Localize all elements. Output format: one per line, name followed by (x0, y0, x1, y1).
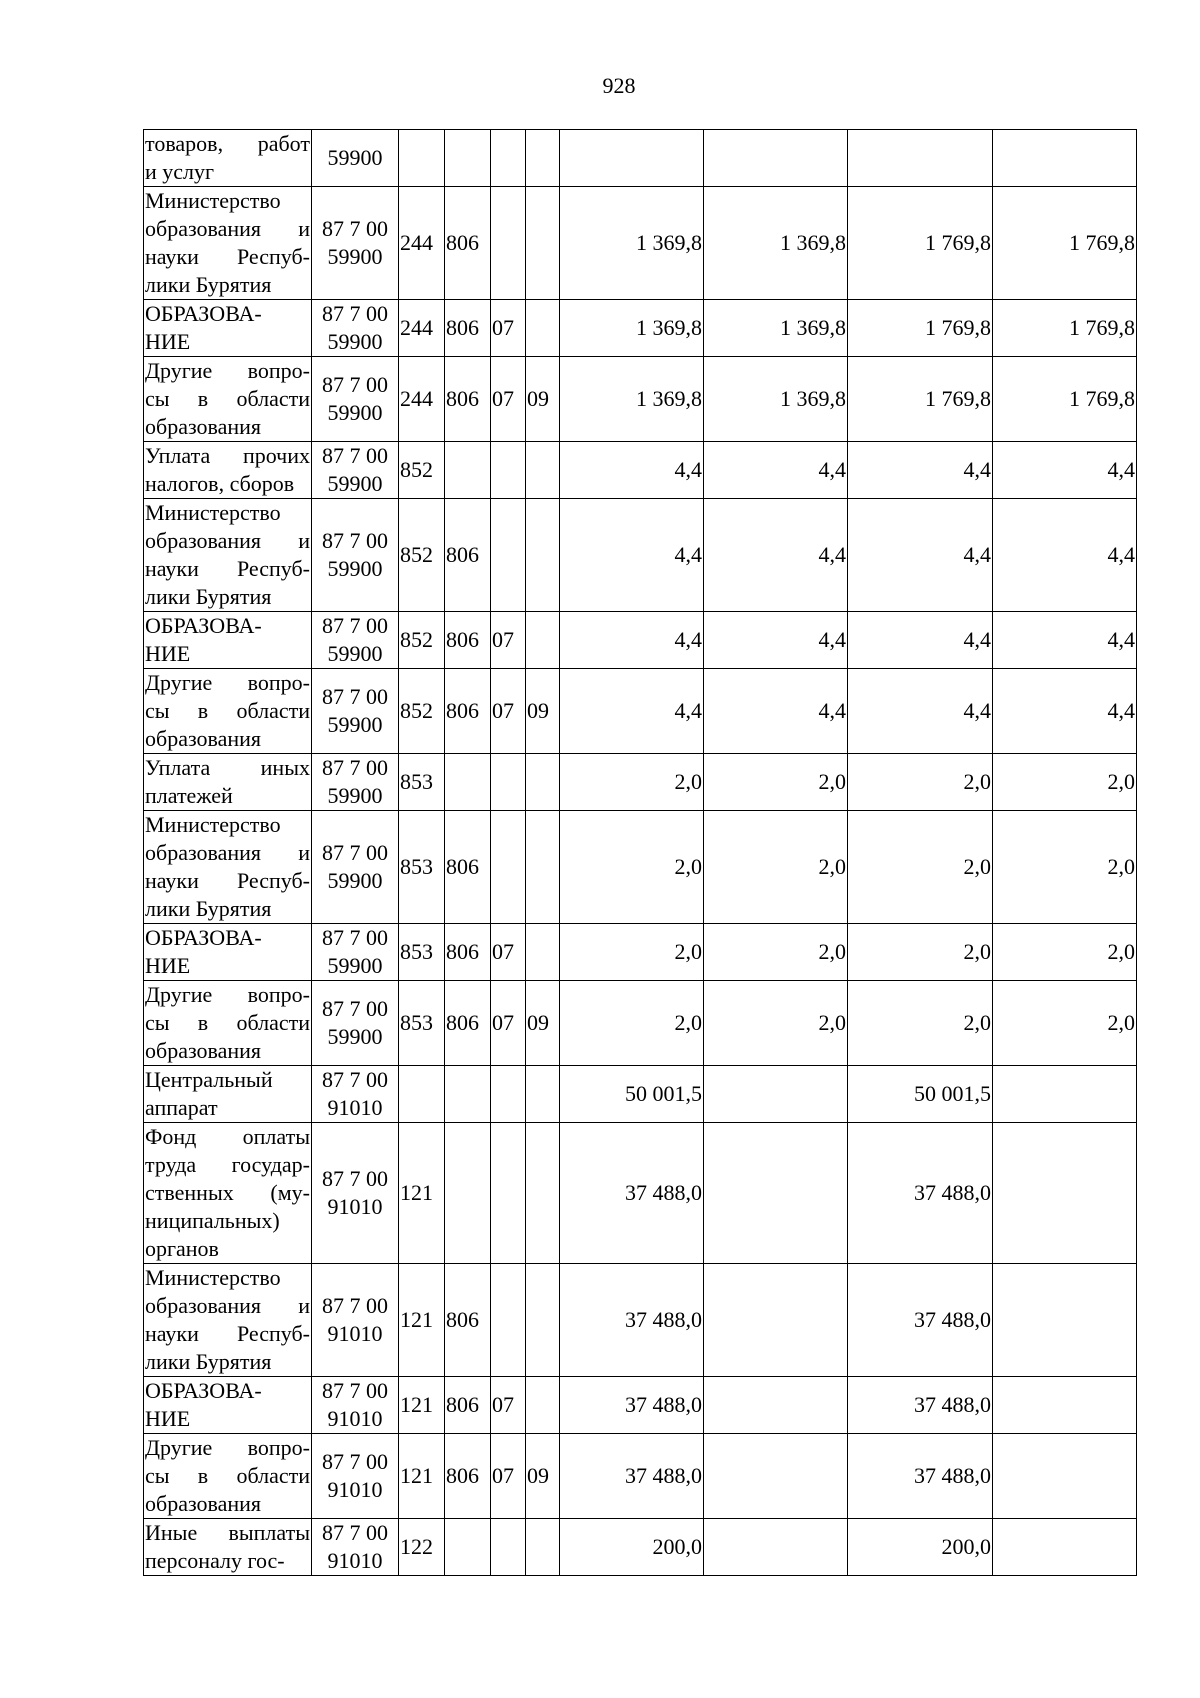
row-name-cell (144, 442, 312, 499)
subsection-code-cell (526, 811, 560, 924)
target-article-code-cell (312, 669, 399, 754)
row-name-line: Уплата прочих (145, 443, 310, 468)
row-name-cell (144, 1519, 312, 1576)
row-name-line: Министерство (145, 188, 281, 213)
expense-type-code-cell: 244 (399, 187, 445, 300)
amount-cell-4: 2,0 (993, 924, 1137, 981)
amount-cell-1: 1 369,8 (560, 357, 704, 442)
section-code-cell: 07 (491, 669, 526, 754)
row-name-cell (144, 187, 312, 300)
amount-cell-2 (704, 1123, 848, 1264)
row-name-line: образования (145, 1038, 262, 1063)
target-article-code-cell (312, 1264, 399, 1377)
expense-type-code-cell: 852 (399, 669, 445, 754)
expense-type-code-cell (399, 130, 445, 187)
expense-type-code-cell: 853 (399, 981, 445, 1066)
row-name-line: ниципальных) (145, 1208, 280, 1233)
row-name-cell (144, 981, 312, 1066)
subsection-code-cell (526, 187, 560, 300)
expense-type-code-cell: 121 (399, 1123, 445, 1264)
target-article-code-line: 91010 (327, 1194, 383, 1219)
target-article-code-line: 91010 (327, 1548, 383, 1573)
table-row (144, 754, 1137, 811)
expense-type-code-cell: 121 (399, 1264, 445, 1377)
budget-table-body (144, 130, 1137, 1576)
amount-cell-1: 200,0 (560, 1519, 704, 1576)
target-article-code-cell (312, 1123, 399, 1264)
amount-cell-4: 2,0 (993, 981, 1137, 1066)
subsection-code-cell: 09 (526, 669, 560, 754)
amount-cell-3: 4,4 (848, 442, 993, 499)
amount-cell-3 (848, 130, 993, 187)
amount-cell-3: 4,4 (848, 669, 993, 754)
subsection-code-cell (526, 499, 560, 612)
target-article-code-line: 59900 (327, 641, 383, 666)
row-name-line: Центральный (145, 1067, 273, 1092)
amount-cell-2: 2,0 (704, 981, 848, 1066)
row-name-line: сы в области (145, 1010, 310, 1035)
table-row (144, 924, 1137, 981)
expense-type-code-cell: 122 (399, 1519, 445, 1576)
expense-type-code-cell: 853 (399, 754, 445, 811)
amount-cell-4 (993, 130, 1137, 187)
target-article-code-line: 91010 (327, 1321, 383, 1346)
amount-cell-3: 2,0 (848, 754, 993, 811)
ministry-code-cell: 806 (445, 499, 491, 612)
budget-table (143, 129, 1137, 1576)
row-name-line: налогов, сборов (145, 471, 295, 496)
amount-cell-2: 4,4 (704, 442, 848, 499)
target-article-code-line: 91010 (327, 1095, 383, 1120)
target-article-code-line: 59900 (327, 244, 383, 269)
amount-cell-1: 50 001,5 (560, 1066, 704, 1123)
section-code-cell (491, 187, 526, 300)
target-article-code-line: 59900 (327, 145, 383, 170)
table-row (144, 612, 1137, 669)
subsection-code-cell (526, 1377, 560, 1434)
amount-cell-2: 1 369,8 (704, 300, 848, 357)
amount-cell-4: 4,4 (993, 499, 1137, 612)
subsection-code-cell: 09 (526, 981, 560, 1066)
row-name-line: сы в области (145, 386, 310, 411)
row-name-line: и услуг (145, 159, 215, 184)
target-article-code-cell (312, 1377, 399, 1434)
row-name-cell (144, 300, 312, 357)
row-name-line: товаров, работ (145, 131, 310, 156)
row-name-line: органов (145, 1236, 219, 1261)
ministry-code-cell (445, 1123, 491, 1264)
amount-cell-2: 2,0 (704, 754, 848, 811)
amount-cell-3: 37 488,0 (848, 1434, 993, 1519)
amount-cell-4: 2,0 (993, 811, 1137, 924)
target-article-code-line: 87 7 00 (322, 372, 388, 397)
amount-cell-3: 50 001,5 (848, 1066, 993, 1123)
amount-cell-4: 4,4 (993, 612, 1137, 669)
expense-type-code-cell: 244 (399, 357, 445, 442)
row-name-line: труда государ- (145, 1152, 310, 1177)
target-article-code-line: 91010 (327, 1477, 383, 1502)
section-code-cell (491, 754, 526, 811)
target-article-code-cell (312, 187, 399, 300)
table-row (144, 1519, 1137, 1576)
section-code-cell: 07 (491, 300, 526, 357)
target-article-code-cell (312, 754, 399, 811)
amount-cell-1: 4,4 (560, 442, 704, 499)
ministry-code-cell: 806 (445, 612, 491, 669)
row-name-line: персоналу гос- (145, 1548, 285, 1573)
row-name-cell (144, 130, 312, 187)
amount-cell-4: 1 769,8 (993, 187, 1137, 300)
amount-cell-2 (704, 1264, 848, 1377)
target-article-code-line: 87 7 00 (322, 1449, 388, 1474)
amount-cell-3: 1 769,8 (848, 357, 993, 442)
row-name-line: образования (145, 414, 262, 439)
ministry-code-cell: 806 (445, 981, 491, 1066)
amount-cell-1: 1 369,8 (560, 300, 704, 357)
subsection-code-cell (526, 612, 560, 669)
subsection-code-cell: 09 (526, 357, 560, 442)
subsection-code-cell (526, 442, 560, 499)
target-article-code-line: 87 7 00 (322, 613, 388, 638)
row-name-line: НИЕ (145, 1406, 191, 1431)
target-article-code-cell (312, 612, 399, 669)
amount-cell-1 (560, 130, 704, 187)
amount-cell-2 (704, 1519, 848, 1576)
subsection-code-cell (526, 1519, 560, 1576)
ministry-code-cell (445, 1066, 491, 1123)
row-name-cell (144, 1434, 312, 1519)
row-name-line: Министерство (145, 812, 281, 837)
amount-cell-1: 37 488,0 (560, 1264, 704, 1377)
target-article-code-line: 87 7 00 (322, 1067, 388, 1092)
row-name-cell (144, 811, 312, 924)
table-row (144, 811, 1137, 924)
amount-cell-2: 4,4 (704, 612, 848, 669)
row-name-line: Другие вопро- (145, 982, 310, 1007)
amount-cell-2: 4,4 (704, 499, 848, 612)
expense-type-code-cell: 853 (399, 811, 445, 924)
target-article-code-cell (312, 499, 399, 612)
amount-cell-4: 1 769,8 (993, 300, 1137, 357)
table-row (144, 187, 1137, 300)
amount-cell-1: 37 488,0 (560, 1377, 704, 1434)
target-article-code-line: 87 7 00 (322, 301, 388, 326)
row-name-line: образования и (145, 528, 310, 553)
row-name-line: образования и (145, 1293, 310, 1318)
section-code-cell: 07 (491, 612, 526, 669)
amount-cell-1: 2,0 (560, 811, 704, 924)
row-name-line: образования и (145, 840, 310, 865)
amount-cell-2: 2,0 (704, 811, 848, 924)
table-row (144, 1434, 1137, 1519)
section-code-cell (491, 130, 526, 187)
ministry-code-cell (445, 1519, 491, 1576)
row-name-line: лики Бурятия (145, 272, 272, 297)
amount-cell-1: 4,4 (560, 669, 704, 754)
subsection-code-cell (526, 1066, 560, 1123)
target-article-code-line: 87 7 00 (322, 443, 388, 468)
ministry-code-cell: 806 (445, 300, 491, 357)
amount-cell-3: 4,4 (848, 612, 993, 669)
amount-cell-1: 37 488,0 (560, 1123, 704, 1264)
ministry-code-cell: 806 (445, 1264, 491, 1377)
target-article-code-line: 59900 (327, 712, 383, 737)
target-article-code-line: 87 7 00 (322, 840, 388, 865)
row-name-cell (144, 1123, 312, 1264)
target-article-code-line: 87 7 00 (322, 216, 388, 241)
ministry-code-cell: 806 (445, 669, 491, 754)
amount-cell-3: 37 488,0 (848, 1264, 993, 1377)
row-name-line: Другие вопро- (145, 670, 310, 695)
amount-cell-3: 1 769,8 (848, 300, 993, 357)
amount-cell-4 (993, 1434, 1137, 1519)
ministry-code-cell: 806 (445, 187, 491, 300)
section-code-cell: 07 (491, 981, 526, 1066)
target-article-code-cell (312, 1066, 399, 1123)
target-article-code-line: 59900 (327, 471, 383, 496)
amount-cell-2: 2,0 (704, 924, 848, 981)
section-code-cell (491, 499, 526, 612)
ministry-code-cell: 806 (445, 1377, 491, 1434)
table-row (144, 130, 1137, 187)
row-name-line: ОБРАЗОВА- (145, 301, 262, 326)
target-article-code-line: 87 7 00 (322, 1520, 388, 1545)
expense-type-code-cell: 853 (399, 924, 445, 981)
ministry-code-cell: 806 (445, 924, 491, 981)
table-row (144, 357, 1137, 442)
table-row (144, 1264, 1137, 1377)
target-article-code-cell (312, 442, 399, 499)
row-name-line: ственных (му- (145, 1180, 310, 1205)
amount-cell-1: 1 369,8 (560, 187, 704, 300)
amount-cell-1: 4,4 (560, 499, 704, 612)
section-code-cell (491, 1123, 526, 1264)
row-name-line: лики Бурятия (145, 584, 272, 609)
amount-cell-3: 1 769,8 (848, 187, 993, 300)
row-name-line: лики Бурятия (145, 1349, 272, 1374)
row-name-line: Министерство (145, 1265, 281, 1290)
table-row (144, 1066, 1137, 1123)
section-code-cell (491, 1519, 526, 1576)
target-article-code-cell (312, 130, 399, 187)
amount-cell-2 (704, 1434, 848, 1519)
amount-cell-4 (993, 1519, 1137, 1576)
amount-cell-4: 4,4 (993, 442, 1137, 499)
ministry-code-cell (445, 130, 491, 187)
target-article-code-line: 87 7 00 (322, 755, 388, 780)
section-code-cell: 07 (491, 357, 526, 442)
section-code-cell (491, 442, 526, 499)
target-article-code-cell (312, 1519, 399, 1576)
row-name-line: науки Респуб- (145, 1321, 310, 1346)
section-code-cell: 07 (491, 1434, 526, 1519)
table-row (144, 669, 1137, 754)
expense-type-code-cell: 121 (399, 1434, 445, 1519)
row-name-line: ОБРАЗОВА- (145, 613, 262, 638)
row-name-line: Уплата иных (145, 755, 310, 780)
table-row (144, 442, 1137, 499)
amount-cell-4: 1 769,8 (993, 357, 1137, 442)
target-article-code-line: 59900 (327, 868, 383, 893)
row-name-cell (144, 924, 312, 981)
ministry-code-cell: 806 (445, 1434, 491, 1519)
amount-cell-3: 2,0 (848, 981, 993, 1066)
amount-cell-2 (704, 1377, 848, 1434)
target-article-code-line: 59900 (327, 783, 383, 808)
amount-cell-2: 1 369,8 (704, 357, 848, 442)
amount-cell-1: 2,0 (560, 924, 704, 981)
subsection-code-cell (526, 1264, 560, 1377)
amount-cell-2: 4,4 (704, 669, 848, 754)
amount-cell-1: 2,0 (560, 981, 704, 1066)
subsection-code-cell (526, 130, 560, 187)
row-name-line: ОБРАЗОВА- (145, 1378, 262, 1403)
amount-cell-4 (993, 1066, 1137, 1123)
section-code-cell (491, 1264, 526, 1377)
expense-type-code-cell (399, 1066, 445, 1123)
amount-cell-4 (993, 1264, 1137, 1377)
amount-cell-2 (704, 1066, 848, 1123)
section-code-cell: 07 (491, 924, 526, 981)
table-row (144, 499, 1137, 612)
row-name-cell (144, 669, 312, 754)
target-article-code-line: 87 7 00 (322, 684, 388, 709)
row-name-line: образования (145, 726, 262, 751)
row-name-line: Другие вопро- (145, 1435, 310, 1460)
row-name-line: науки Респуб- (145, 244, 310, 269)
row-name-line: науки Респуб- (145, 556, 310, 581)
subsection-code-cell (526, 1123, 560, 1264)
table-row (144, 1123, 1137, 1264)
amount-cell-4 (993, 1123, 1137, 1264)
target-article-code-cell (312, 924, 399, 981)
amount-cell-1: 4,4 (560, 612, 704, 669)
row-name-line: сы в области (145, 1463, 310, 1488)
table-row (144, 981, 1137, 1066)
row-name-cell (144, 499, 312, 612)
amount-cell-1: 37 488,0 (560, 1434, 704, 1519)
amount-cell-3: 200,0 (848, 1519, 993, 1576)
row-name-line: Фонд оплаты (145, 1124, 310, 1149)
subsection-code-cell: 09 (526, 1434, 560, 1519)
table-row (144, 300, 1137, 357)
target-article-code-line: 87 7 00 (322, 1293, 388, 1318)
row-name-cell (144, 357, 312, 442)
target-article-code-cell (312, 981, 399, 1066)
target-article-code-line: 87 7 00 (322, 996, 388, 1021)
amount-cell-3: 2,0 (848, 924, 993, 981)
ministry-code-cell: 806 (445, 357, 491, 442)
row-name-cell (144, 754, 312, 811)
page-number: 928 (602, 73, 636, 98)
ministry-code-cell (445, 754, 491, 811)
row-name-line: лики Бурятия (145, 896, 272, 921)
row-name-line: сы в области (145, 698, 310, 723)
expense-type-code-cell: 852 (399, 499, 445, 612)
row-name-line: образования (145, 1491, 262, 1516)
amount-cell-1: 2,0 (560, 754, 704, 811)
section-code-cell (491, 811, 526, 924)
target-article-code-line: 87 7 00 (322, 528, 388, 553)
row-name-cell (144, 1264, 312, 1377)
target-article-code-cell (312, 300, 399, 357)
expense-type-code-cell: 244 (399, 300, 445, 357)
amount-cell-3: 2,0 (848, 811, 993, 924)
row-name-line: Иные выплаты (145, 1520, 310, 1545)
amount-cell-3: 4,4 (848, 499, 993, 612)
target-article-code-line: 87 7 00 (322, 1166, 388, 1191)
row-name-cell (144, 1377, 312, 1434)
target-article-code-line: 59900 (327, 400, 383, 425)
ministry-code-cell (445, 442, 491, 499)
subsection-code-cell (526, 300, 560, 357)
expense-type-code-cell: 121 (399, 1377, 445, 1434)
row-name-line: науки Респуб- (145, 868, 310, 893)
row-name-line: НИЕ (145, 953, 191, 978)
row-name-line: Другие вопро- (145, 358, 310, 383)
target-article-code-cell (312, 1434, 399, 1519)
amount-cell-3: 37 488,0 (848, 1377, 993, 1434)
target-article-code-line: 59900 (327, 556, 383, 581)
row-name-line: ОБРАЗОВА- (145, 925, 262, 950)
row-name-line: Министерство (145, 500, 281, 525)
row-name-cell (144, 1066, 312, 1123)
row-name-cell (144, 612, 312, 669)
amount-cell-2 (704, 130, 848, 187)
amount-cell-4 (993, 1377, 1137, 1434)
ministry-code-cell: 806 (445, 811, 491, 924)
target-article-code-line: 59900 (327, 329, 383, 354)
expense-type-code-cell: 852 (399, 442, 445, 499)
row-name-line: образования и (145, 216, 310, 241)
target-article-code-line: 87 7 00 (322, 1378, 388, 1403)
expense-type-code-cell: 852 (399, 612, 445, 669)
target-article-code-line: 91010 (327, 1406, 383, 1431)
row-name-line: НИЕ (145, 641, 191, 666)
target-article-code-line: 87 7 00 (322, 925, 388, 950)
target-article-code-cell (312, 811, 399, 924)
target-article-code-line: 59900 (327, 1024, 383, 1049)
amount-cell-4: 4,4 (993, 669, 1137, 754)
row-name-line: платежей (145, 783, 233, 808)
target-article-code-cell (312, 357, 399, 442)
subsection-code-cell (526, 754, 560, 811)
table-row (144, 1377, 1137, 1434)
amount-cell-4: 2,0 (993, 754, 1137, 811)
target-article-code-line: 59900 (327, 953, 383, 978)
section-code-cell: 07 (491, 1377, 526, 1434)
row-name-line: аппарат (145, 1095, 218, 1120)
row-name-line: НИЕ (145, 329, 191, 354)
section-code-cell (491, 1066, 526, 1123)
amount-cell-2: 1 369,8 (704, 187, 848, 300)
amount-cell-3: 37 488,0 (848, 1123, 993, 1264)
subsection-code-cell (526, 924, 560, 981)
